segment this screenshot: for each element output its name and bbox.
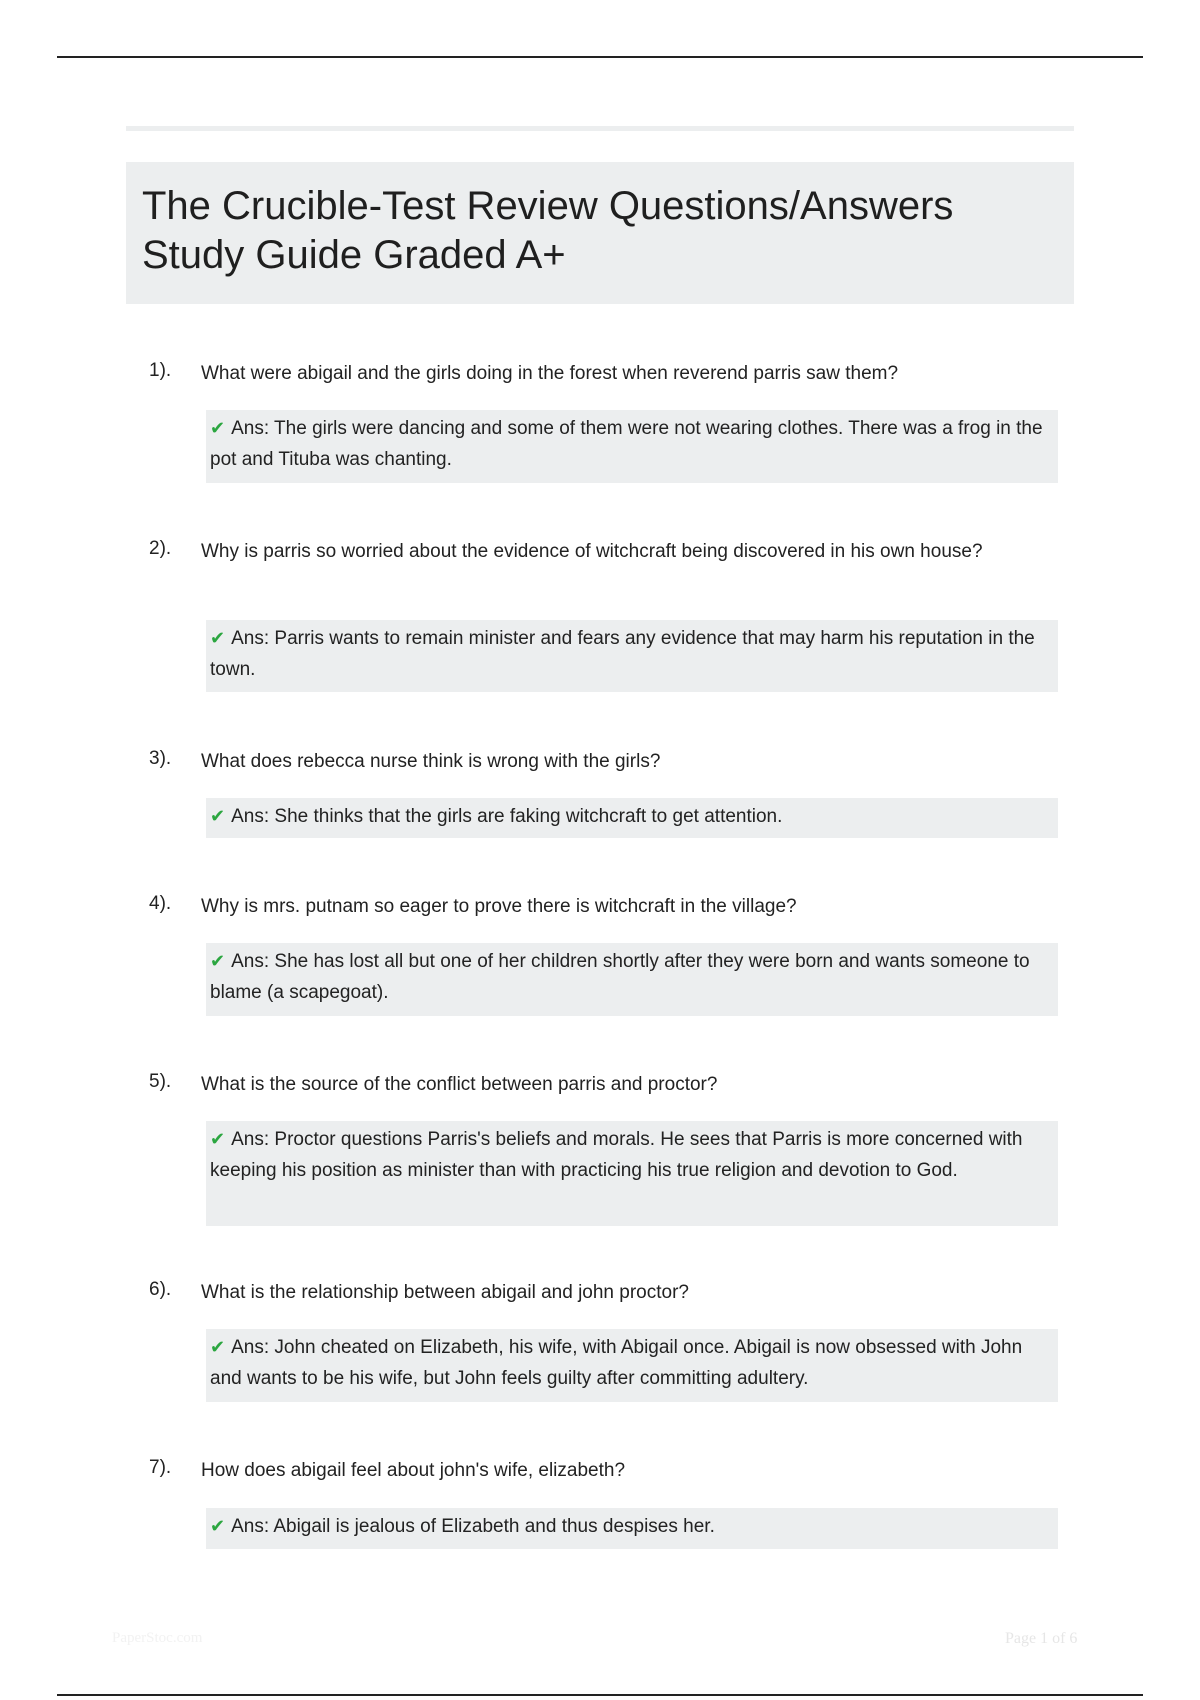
footer-watermark: PaperStoc.com xyxy=(112,1630,203,1646)
answer-text: Ans: John cheated on Elizabeth, his wife, with Abigail once. Abigail is now obsessed with John and wants to be his wife, but John feels guilty after committing adultery. xyxy=(210,1337,1023,1389)
question-number: 1). xyxy=(149,360,172,381)
check-icon: ✔ xyxy=(210,1337,226,1357)
question-text: Why is mrs. putnam so eager to prove there is witchcraft in the village? xyxy=(201,896,797,917)
question-number: 4). xyxy=(149,893,172,914)
question-number: 6). xyxy=(149,1279,172,1300)
check-icon: ✔ xyxy=(210,418,226,438)
answer-box xyxy=(206,1121,1058,1226)
answer-box xyxy=(206,410,1058,483)
question-number: 2). xyxy=(149,538,172,559)
question-text: What is the relationship between abigail and john proctor? xyxy=(201,1282,689,1303)
question-text: What is the source of the conflict between parris and proctor? xyxy=(201,1074,718,1095)
page-number: Page 1 of 6 xyxy=(1005,1630,1078,1647)
question-text: Why is parris so worried about the evidence of witchcraft being discovered in his own house? xyxy=(201,541,983,562)
page-title: The Crucible-Test Review Questions/Answers Study Guide Graded A+ xyxy=(142,184,954,277)
answer-text: Ans: She has lost all but one of her children shortly after they were born and wants someone to blame (a scapegoat). xyxy=(210,951,1030,1003)
check-icon: ✔ xyxy=(210,628,226,648)
answer-box xyxy=(206,798,1058,838)
question-number: 7). xyxy=(149,1457,172,1478)
check-icon: ✔ xyxy=(210,1516,226,1536)
check-icon: ✔ xyxy=(210,951,226,971)
question-text: What were abigail and the girls doing in the forest when reverend parris saw them? xyxy=(201,363,899,384)
answer-box xyxy=(206,943,1058,1016)
bottom-rule xyxy=(57,1694,1143,1696)
answer-box xyxy=(206,620,1058,692)
question-number: 3). xyxy=(149,748,172,769)
answer-text: Ans: She thinks that the girls are faking witchcraft to get attention. xyxy=(231,806,783,827)
question-number: 5). xyxy=(149,1071,172,1092)
header-divider xyxy=(126,126,1074,131)
answer-text: Ans: Parris wants to remain minister and fears any evidence that may harm his reputation in the town. xyxy=(210,628,1035,680)
answer-text: Ans: The girls were dancing and some of them were not wearing clothes. There was a frog in the pot and Tituba was chanting. xyxy=(210,418,1043,470)
answer-text: Ans: Abigail is jealous of Elizabeth and thus despises her. xyxy=(231,1516,715,1537)
check-icon: ✔ xyxy=(210,1129,226,1149)
question-text: What does rebecca nurse think is wrong with the girls? xyxy=(201,751,661,772)
top-rule xyxy=(57,56,1143,58)
check-icon: ✔ xyxy=(210,806,226,826)
answer-box xyxy=(206,1508,1058,1549)
question-text: How does abigail feel about john's wife, elizabeth? xyxy=(201,1460,626,1481)
answer-box xyxy=(206,1329,1058,1402)
answer-text: Ans: Proctor questions Parris's beliefs and morals. He sees that Parris is more concerned with keeping his position as minister than with practicing his true religion and devotion to God. xyxy=(210,1129,1023,1181)
title-box xyxy=(126,162,1074,304)
